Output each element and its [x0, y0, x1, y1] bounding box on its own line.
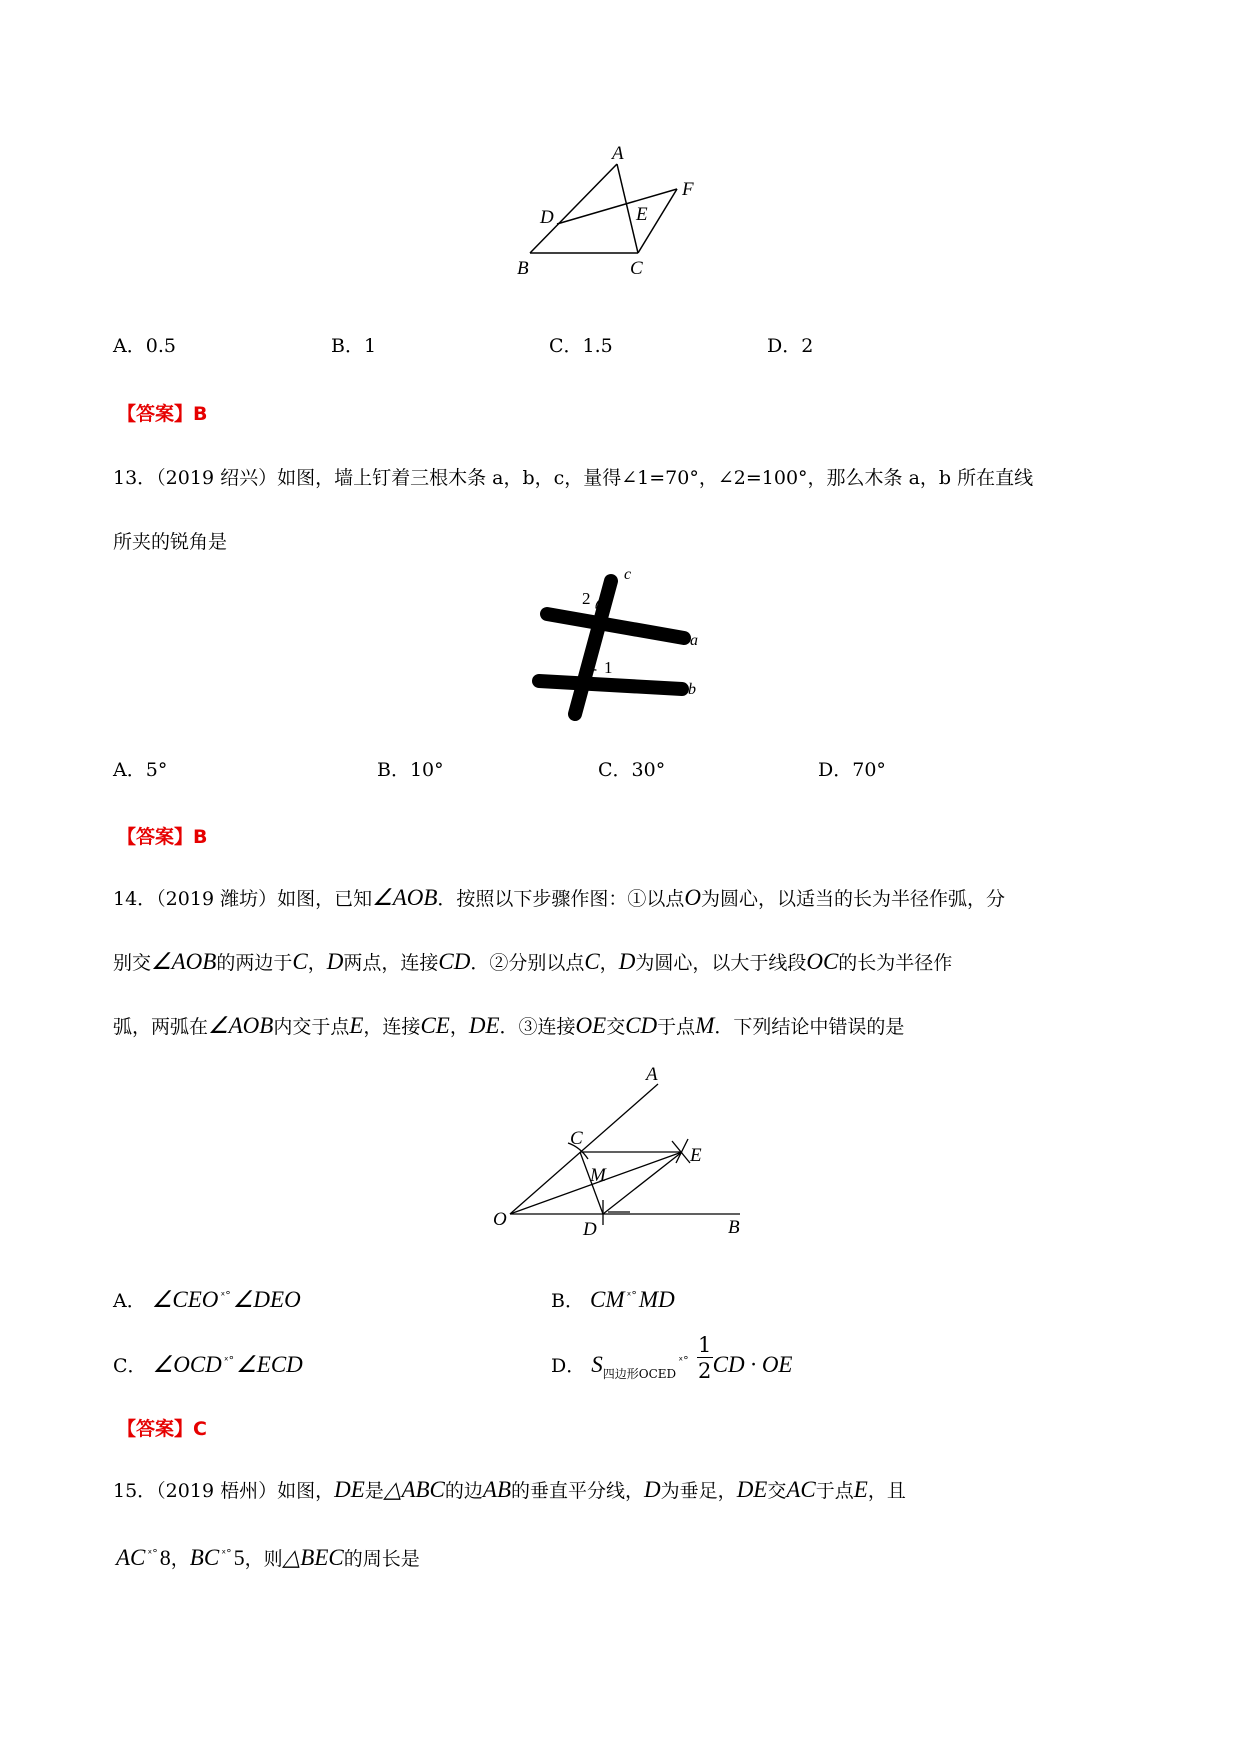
q14-option-a: A． ∠CEO $^{ˣ^\circ}$∠DEO — [113, 1287, 301, 1312]
label-a: a — [690, 632, 698, 649]
label-A: A — [612, 143, 624, 164]
label-2: 2 — [582, 589, 591, 608]
label-C: C — [570, 1128, 583, 1149]
q15-stem-line1: 15．（2019 梧州）如图，DE是△ABC的边AB的垂直平分线，D为垂足，DE交AC于点E，且 — [113, 1477, 906, 1502]
ray-OA — [510, 1084, 658, 1214]
label-F: F — [682, 179, 694, 200]
label-C: C — [630, 258, 643, 279]
q13-figure — [520, 566, 720, 740]
label-M: M — [590, 1165, 606, 1186]
q14-option-c: C． ∠OCD $^{ˣ^\circ}$∠ECD — [113, 1352, 303, 1377]
q12-figure — [517, 143, 720, 310]
label-c: c — [624, 566, 632, 583]
q12-answer: 【答案】B — [117, 403, 208, 425]
fraction: $\frac{1}{2}$ — [697, 1333, 712, 1383]
q14-option-b: B． CM $^{ˣ^\circ}$MD — [551, 1287, 675, 1312]
q13-option-c: C．30° — [598, 759, 666, 781]
stick-a — [547, 614, 684, 638]
q13-stem-line1: 13．（2019 绍兴）如图，墙上钉着三根木条 a，b，c，量得∠1=70°，∠2=100°，那么木条 a，b 所在直线 — [113, 467, 1034, 489]
q13-answer: 【答案】B — [117, 826, 208, 848]
q12-option-d: D．2 — [767, 335, 814, 357]
seg-DE — [603, 1152, 682, 1214]
stick-b — [539, 681, 682, 689]
label-E: E — [690, 1145, 702, 1166]
q14-answer: 【答案】C — [117, 1418, 207, 1440]
label-A: A — [646, 1064, 658, 1085]
seg-AC — [617, 164, 638, 253]
q12-option-a: A．0.5 — [113, 335, 176, 357]
q12-option-c: C．1.5 — [549, 335, 613, 357]
label-D: D — [540, 207, 554, 228]
q14-stem-line3: 弧，两弧在∠AOB内交于点E，连接CE，DE．③连接OE交CD于点M．下列结论中错误的是 — [113, 1013, 905, 1038]
q14-figure — [490, 1065, 750, 1245]
q14-option-d: D． $S_{四边形OCEDˣ^\circ}$ $\frac{1}{2}$ CD · OE — [551, 1333, 793, 1383]
arc-E2 — [676, 1139, 688, 1163]
q14-stem-line1: 14．（2019 潍坊）如图，已知∠AOB．按照以下步骤作图：①以点O为圆心，以适当的长为半径作弧，分 — [113, 885, 1006, 910]
q13-option-b: B．10° — [377, 759, 444, 781]
q13-stem-line2: 所夹的锐角是 — [113, 531, 228, 553]
label-O: O — [493, 1209, 507, 1230]
q15-stem-line2: AC $^{ˣ^\circ}$8，BC $^{ˣ^\circ}$5，则△BEC的周长是 — [116, 1545, 420, 1570]
q13-option-d: D．70° — [818, 759, 886, 781]
stick-c — [575, 581, 611, 714]
label-B: B — [517, 258, 529, 279]
label-B: B — [728, 1217, 740, 1238]
label-E: E — [636, 204, 648, 225]
label-1: 1 — [604, 658, 613, 677]
q12-option-b: B．1 — [331, 335, 377, 357]
label-D: D — [583, 1219, 597, 1240]
q13-option-a: A．5° — [113, 759, 168, 781]
q14-stem-line2: 别交∠AOB的两边于C，D两点，连接CD．②分别以点C，D为圆心，以大于线段OC的长为半径作 — [113, 949, 953, 974]
label-b: b — [688, 681, 696, 698]
